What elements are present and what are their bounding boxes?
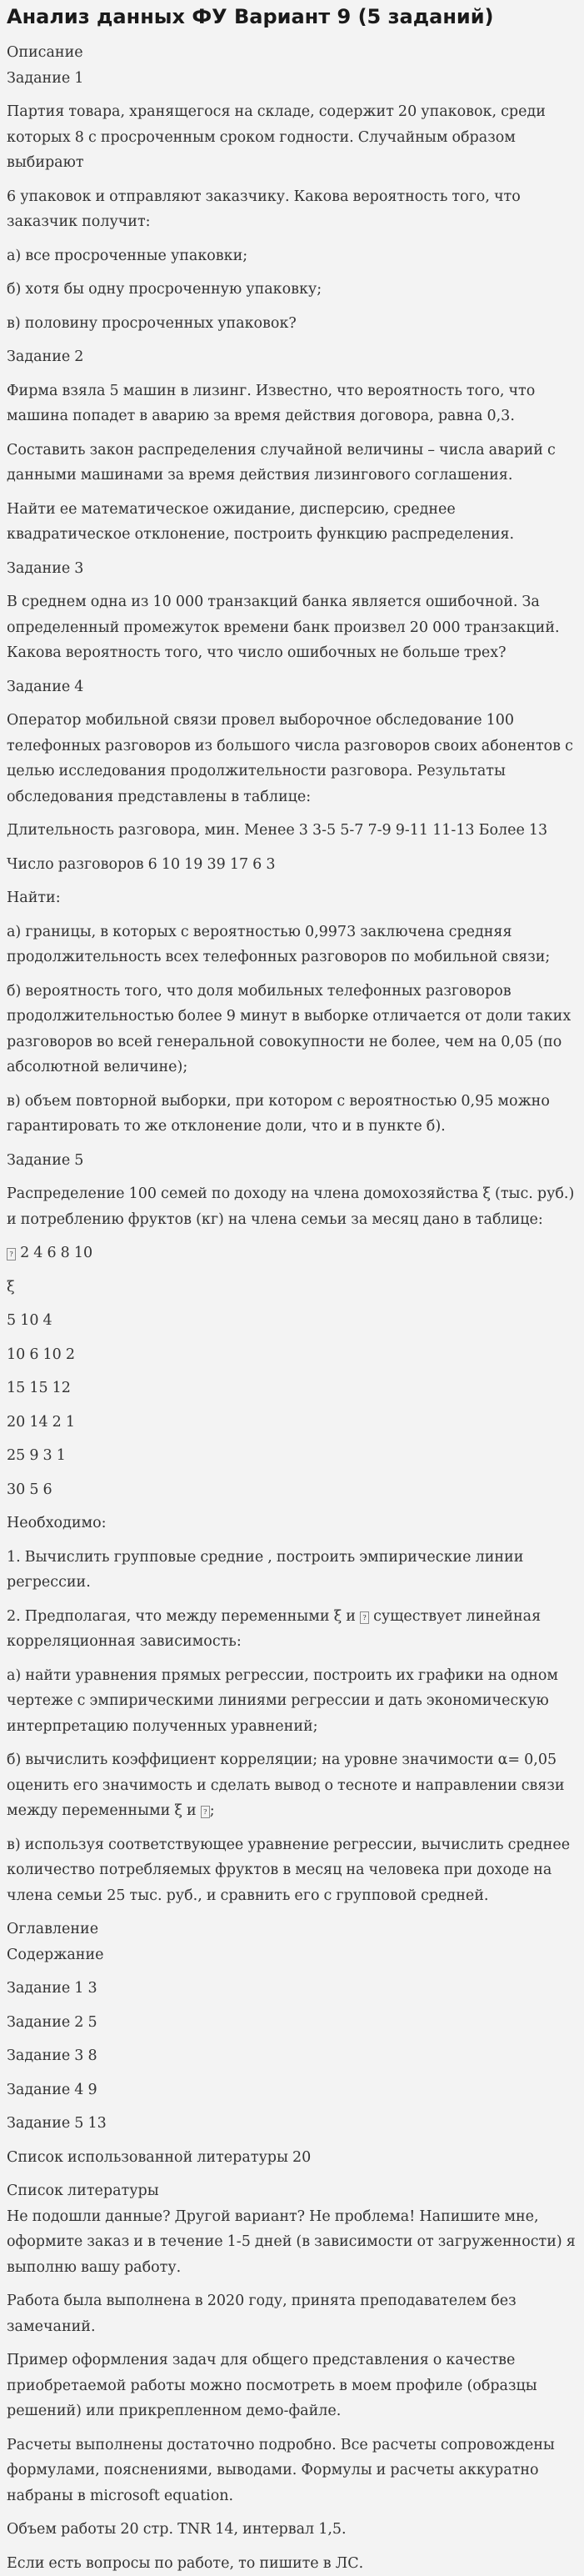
task5-table-row: 30 5 6 (7, 1477, 576, 1503)
task4-question: б) вероятность того, что доля мобильных телефонных разговоров продолжительностью более 9 минут в выборке отличается от доли таких разговоров во всей генеральной совокупности не более, чем на 0,05 (по абсолютной величине); (7, 979, 576, 1080)
task1-option: в) половину просроченных упаковок? (7, 311, 576, 337)
footer-paragraph: Работа была выполнена в 2020 году, принята преподавателем без замечаний. (7, 2288, 576, 2339)
task5-table-row: 5 10 4 (7, 1308, 576, 1334)
footer-paragraph: Если есть вопросы по работе, то пишите в ЛС. (7, 2551, 576, 2576)
task5-table-row: 15 15 12 (7, 1376, 576, 1401)
document-title: Анализ данных ФУ Вариант 9 (5 заданий) (7, 2, 576, 32)
missing-glyph-icon: ? (360, 1611, 369, 1624)
task4-table-row: Длительность разговора, мин. Менее 3 3-5 5-7 7-9 9-11 11-13 Более 13 (7, 818, 576, 844)
toc-item: Список использованной литературы 20 (7, 2145, 576, 2171)
toc-item: Задание 3 8 (7, 2043, 576, 2069)
task5-item: 1. Вычислить групповые средние , построить эмпирические линии регрессии. (7, 1545, 576, 1596)
description-label: Описание (7, 40, 576, 66)
task1-heading: Задание 1 (7, 66, 576, 92)
task5-table-row: 20 14 2 1 (7, 1410, 576, 1436)
task4-table-row: Число разговоров 6 10 19 39 17 6 3 (7, 852, 576, 878)
task5-subitem-text: б) вычислить коэффициент корреляции; на уровне значимости α= 0,05 оценить его значимость и сделать вывод о тесноте и направлении связи между переменными ξ и (7, 1752, 565, 1819)
task1-option: б) хотя бы одну просроченную упаковку; (7, 277, 576, 303)
footer-paragraph: Объем работы 20 стр. TNR 14, интервал 1,5. (7, 2517, 576, 2543)
task2-paragraph: Составить закон распределения случайной величины – числа аварий с данными машинами за время действия лизингового соглашения. (7, 438, 576, 489)
task5-subitem (7, 1747, 576, 1824)
missing-glyph-icon: ? (201, 1806, 210, 1818)
footer-paragraph: Не подошли данные? Другой вариант? Не проблема! Напишите мне, оформите заказ и в течение 1-5 дней (в зависимости от загруженности) я выполню вашу работу. (7, 2204, 576, 2281)
task4-heading: Задание 4 (7, 674, 576, 700)
contents-label: Содержание (7, 1942, 576, 1968)
task5-table-row: 25 9 3 1 (7, 1443, 576, 1469)
task5-subitem-text: ; (210, 1802, 215, 1819)
task4-question: в) объем повторной выборки, при котором с вероятностью 0,95 можно гарантировать то же отклонение доли, что и в пункте б). (7, 1089, 576, 1140)
missing-glyph-icon: ? (7, 1248, 16, 1260)
footer-paragraph: Пример оформления задач для общего представления о качестве приобретаемой работы можно посмотреть в моем профиле (образцы решений) или прикрепленном демо-файле. (7, 2348, 576, 2424)
toc-item: Задание 5 13 (7, 2111, 576, 2137)
task5-table-header-values: 2 4 6 8 10 (20, 1245, 92, 1261)
footer-paragraph: Расчеты выполнены достаточно подробно. Все расчеты сопровождены формулами, пояснениями, выводами. Формулы и расчеты аккуратно набраны в microsoft equation. (7, 2433, 576, 2509)
toc-item: Задание 1 3 (7, 1976, 576, 2002)
task4-paragraph: Оператор мобильной связи провел выборочное обследование 100 телефонных разговоров из большого числа разговоров своих абонентов с целью исследования продолжительности разговора. Результаты обследования представлены в таблице: (7, 708, 576, 809)
task5-heading: Задание 5 (7, 1148, 576, 1174)
task5-xi-label: ξ (7, 1275, 576, 1301)
task5-intro: Распределение 100 семей по доходу на члена домохозяйства ξ (тыс. руб.) и потреблению фруктов (кг) на члена семьи за месяц дано в таблице: (7, 1181, 576, 1232)
task5-table-header (7, 1240, 576, 1266)
task2-paragraph: Найти ее математическое ожидание, дисперсию, среднее квадратическое отклонение, построить функцию распределения. (7, 497, 576, 548)
task4-question: а) границы, в которых с вероятностью 0,9973 заключена средняя продолжительность всех телефонных разговоров по мобильной связи; (7, 920, 576, 970)
task2-heading: Задание 2 (7, 344, 576, 370)
task1-paragraph: Партия товара, хранящегося на складе, содержит 20 упаковок, среди которых 8 с просроченным сроком годности. Случайным образом выбирают (7, 99, 576, 176)
toc-label: Оглавление (7, 1917, 576, 1942)
toc-item: Задание 4 9 (7, 2077, 576, 2103)
task4-find-label: Найти: (7, 885, 576, 911)
task5-table-row: 10 6 10 2 (7, 1342, 576, 1368)
task5-subitem: а) найти уравнения прямых регрессии, построить их графики на одном чертеже с эмпирическими линиями регрессии и дать экономическую интерпретацию полученных уравнений; (7, 1663, 576, 1740)
task5-required-label: Необходимо: (7, 1511, 576, 1536)
task1-option: а) все просроченные упаковки; (7, 243, 576, 269)
task5-item (7, 1604, 576, 1655)
toc-item: Задание 2 5 (7, 2010, 576, 2036)
task5-subitem: в) используя соответствующее уравнение регрессии, вычислить среднее количество потребляемых фруктов в месяц на человека при доходе на члена семьи 25 тыс. руб., и сравнить его с групповой средней. (7, 1832, 576, 1909)
task5-item2-text: 2. Предполагая, что между переменными ξ и (7, 1608, 360, 1625)
literature-label: Список литературы (7, 2178, 576, 2204)
task1-paragraph: 6 упаковок и отправляют заказчику. Какова вероятность того, что заказчик получит: (7, 184, 576, 235)
task5-item2-text: существует линейная корреляционная зависимость: (7, 1608, 541, 1651)
task3-paragraph: В среднем одна из 10 000 транзакций банка является ошибочной. За определенный промежуток времени банк произвел 20 000 транзакций. Какова вероятность того, что число ошибочных не больше трех? (7, 589, 576, 666)
task3-heading: Задание 3 (7, 556, 576, 582)
task2-paragraph: Фирма взяла 5 машин в лизинг. Известно, что вероятность того, что машина попадет в аварию за время действия договора, равна 0,3. (7, 378, 576, 429)
